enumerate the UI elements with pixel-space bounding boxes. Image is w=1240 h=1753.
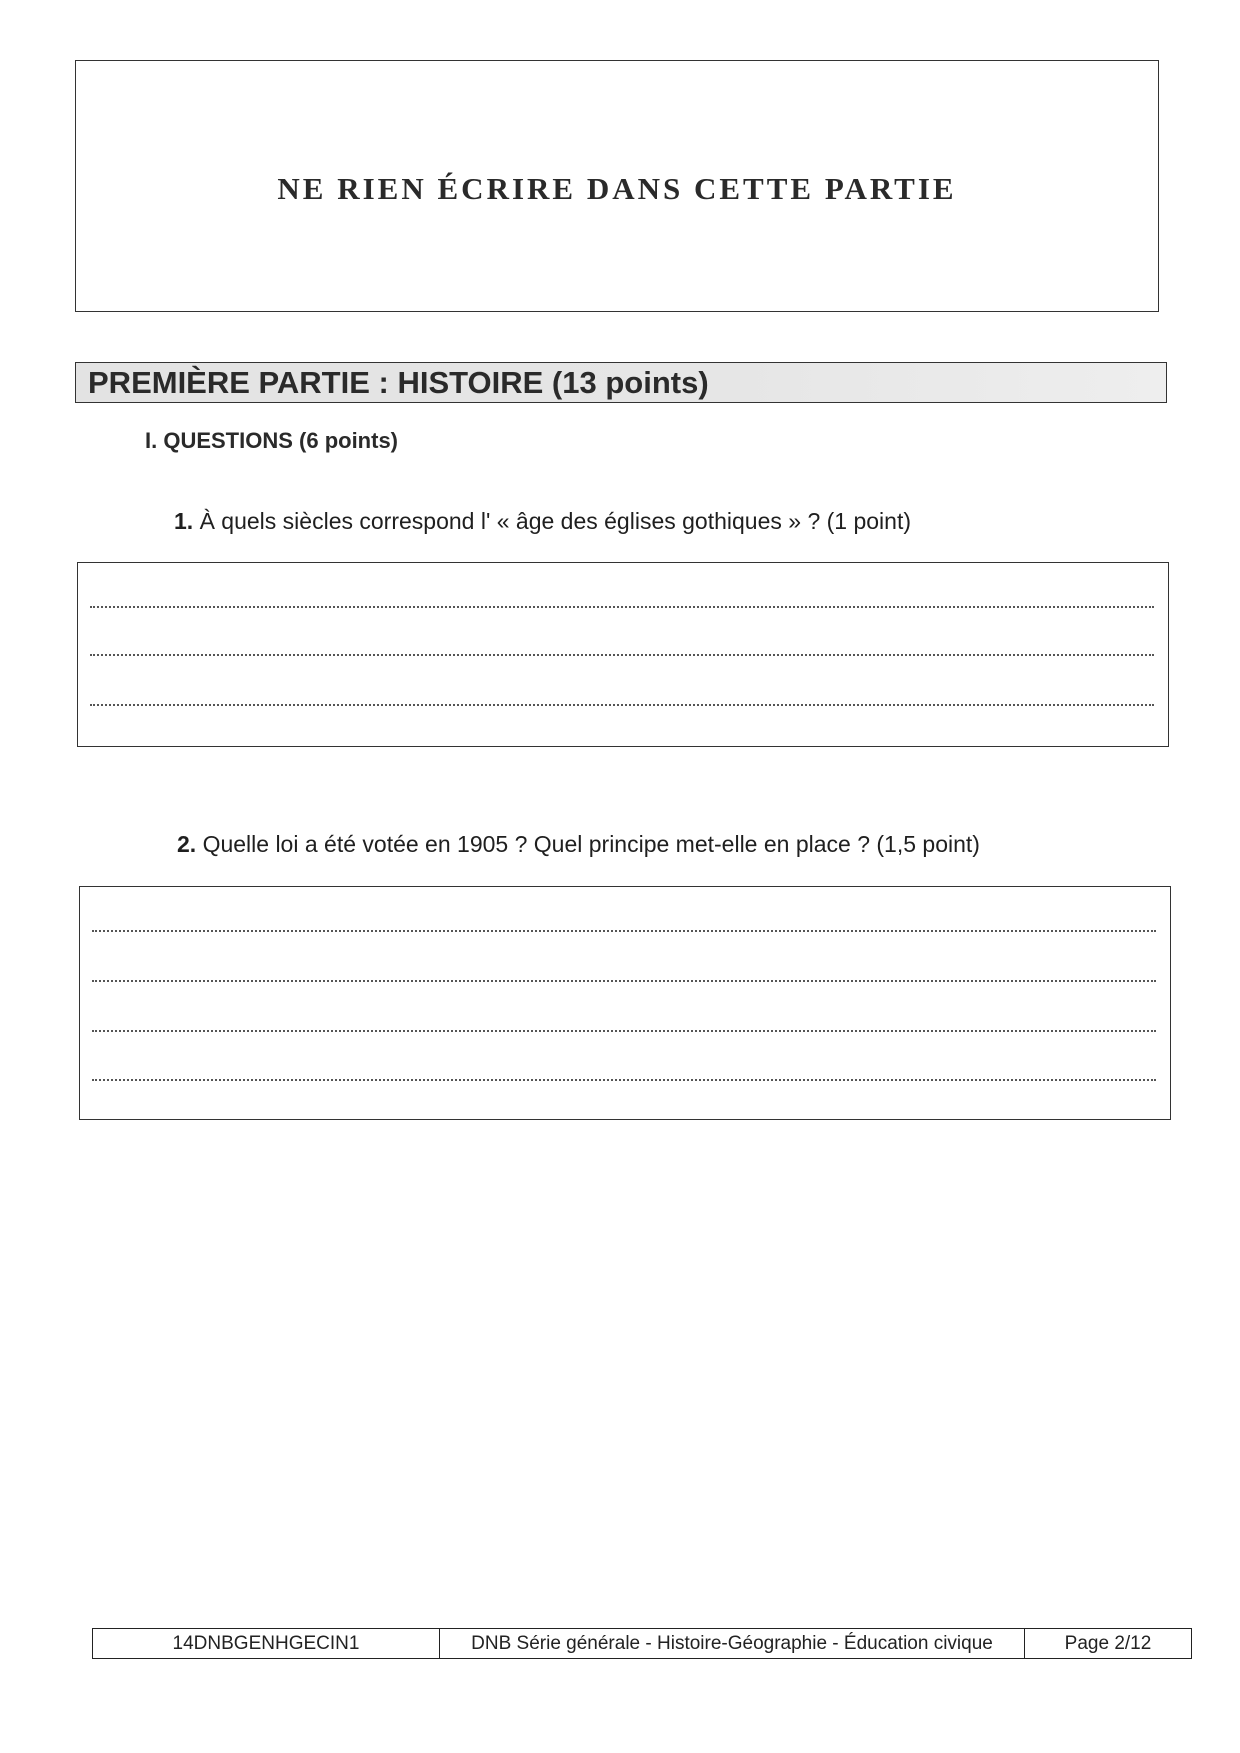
answer-line[interactable] [92, 1030, 1156, 1032]
question-2 [177, 831, 980, 858]
answer-box-1[interactable] [77, 562, 1169, 747]
part-title: PREMIÈRE PARTIE : HISTOIRE (13 points) [88, 365, 709, 400]
answer-line[interactable] [90, 606, 1154, 608]
question-number: 2. [177, 831, 197, 857]
part-header [75, 362, 1167, 403]
answer-line[interactable] [92, 1079, 1156, 1081]
question-text: À quels siècles correspond l' « âge des églises gothiques » ? (1 point) [193, 508, 912, 534]
exam-title: DNB Série générale - Histoire-Géographie - Éducation civique [440, 1629, 1025, 1658]
question-number: 1. [174, 508, 194, 534]
answer-line[interactable] [92, 930, 1156, 932]
exam-code: 14DNBGENHGECIN1 [93, 1629, 440, 1658]
answer-line[interactable] [90, 704, 1154, 706]
reserved-area-notice: NE RIEN ÉCRIRE DANS CETTE PARTIE [277, 171, 957, 206]
question-1 [174, 508, 911, 535]
page-footer [92, 1628, 1192, 1659]
page-number: Page 2/12 [1064, 1632, 1152, 1654]
question-text: Quelle loi a été votée en 1905 ? Quel principe met-elle en place ? (1,5 point) [196, 831, 980, 857]
reserved-area-box [75, 60, 1159, 312]
questions-heading: I. QUESTIONS (6 points) [145, 428, 399, 453]
answer-line[interactable] [92, 980, 1156, 982]
answer-line[interactable] [90, 654, 1154, 656]
answer-box-2[interactable] [79, 886, 1171, 1120]
